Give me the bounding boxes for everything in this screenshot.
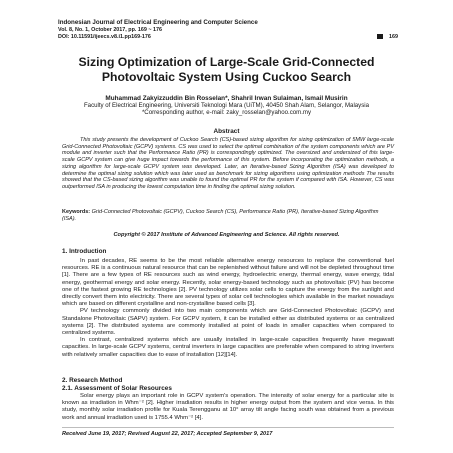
abstract-text bbox=[62, 137, 394, 191]
paragraph: PV technology commonly divided into two main components which are Grid-Connected Photovoltaic (GCPV) and Standalone Photovoltaic (SAPV) system. For GCPV system, it can be installed either as distributed systems or as centralized systems [2]. The distributed systems are commonly installed at point of loads in smaller capacities when compared to centralized systems. bbox=[62, 308, 394, 337]
abstract-body: This study presents the development of Cuckoo Search (CS)-based sizing algorithm for sizing optimization of 5MW large-scale Grid-Connected Photovoltaic (GCPV) systems. CS was used to select the optimal combination of the system components which are PV module and inverter such that the Performance Ratio (PR) is correspondingly optimized. The oversized and undersized of this large-scale GCPV system can give huge impact towards the performance of this system. Before incorporating the optimization methods, a sizing algorithm for large-scale GCPV system was developed. Later, an Iterative-based Sizing Algorithm (ISA) was developed to determine the optimal sizing solution which was later used as benchmark for sizing algorithms using optimization methods The results showed that the CS-based sizing algorithm was unable to found the optimal PR for the system if compared with ISA. However, CS was outperformed ISA in producing the lowest computation time in finding the optimal sizing solution. bbox=[62, 137, 394, 190]
section-heading-introduction: 1. Introduction bbox=[62, 248, 107, 255]
author-names: Muhammad Zakyizzuddin Bin Rosselan*, Shahril Irwan Sulaiman, Ismail Musirin bbox=[105, 95, 348, 102]
keywords bbox=[62, 209, 394, 222]
abstract-heading: Abstract bbox=[213, 128, 240, 135]
affiliation: Faculty of Electrical Engineering, Universiti Teknologi Mara (UiTM), 40450 Shah Alam, Selangor, Malaysia bbox=[83, 102, 370, 110]
introduction-body bbox=[62, 258, 394, 359]
section-heading-research-method: 2. Research Method bbox=[62, 377, 123, 384]
paragraph: In past decades, RE seems to be the most reliable alternative energy resources to replace the conventional fuel resources. RE is a continuous natural resource that can be replenished without failure and will not be depleted throughout time [1]. There are a few types of RE resources such as wind energy, hydroelectric energy, thermal energy, wave energy, tidal energy, geothermal energy and solar energy. Recently, solar energy-based technology such as photovoltaic (PV) has become one of the fastest growing RE technologies [2]. PV technology utilizes solar cells to capture the energy from the sunlight and directly convert them into electricity. There are several types of solar cell technologies which available in the market nowadays which are based on different crystalline and non-crystalline based cells [3]. bbox=[62, 258, 394, 308]
keywords-label: Keywords: bbox=[62, 209, 91, 215]
title-line-2: Photovoltaic System Using Cuckoo Search bbox=[101, 69, 352, 84]
journal-name: Indonesian Journal of Electrical Engineering and Computer Science bbox=[58, 19, 258, 26]
paragraph: Solar energy plays an important role in GCPV system's operation. The intensity of solar energy for a particular site is known as irradiation in Whm⁻² [2]. Higher irradiation results in higher energy output from the system and vice versa. In this study, monthly solar irradiation profile for Kuala Terengganu at 10° array tilt angle facing south was obtained from a previous work and annual irradiation used is 1755.4 Whm⁻² [4]. bbox=[62, 393, 394, 421]
page-number: 169 bbox=[389, 33, 398, 40]
page-marker-icon bbox=[377, 34, 383, 39]
paragraph: In contrast, centralized systems which are usually installed in large-scale capacities frequently have megawatt capacities. In large-scale GCPV systems, central inverters in large capacities are preferable when compared to string inverters with relatively smaller capacities due to ease of installation [12][14]. bbox=[62, 337, 394, 358]
paper-title bbox=[40, 55, 413, 84]
corresponding-author: *Corresponding author, e-mail: zaky_rosselan@yahoo.com.my bbox=[141, 109, 312, 117]
copyright-notice: Copyright © 2017 Institute of Advanced Engineering and Science. All rights reserved. bbox=[113, 232, 340, 238]
volume-line: Vol. 8, No. 1, October 2017, pp. 169 ~ 176 bbox=[58, 26, 163, 33]
doi: DOI: 10.11591/ijeecs.v8.i1.pp169-176 bbox=[58, 33, 151, 40]
footer-divider bbox=[62, 427, 394, 428]
subsection-heading-solar-resources: 2.1. Assessment of Solar Resources bbox=[62, 385, 172, 392]
author-block bbox=[30, 95, 423, 117]
received-dates: Received June 19, 2017; Revised August 22, 2017; Accepted September 9, 2017 bbox=[62, 431, 273, 437]
keywords-list: Grid-Connected Photovoltaic (GCPV), Cuckoo Search (CS), Performance Ratio (PR), Iterative-based Sizing Algorithm (ISA). bbox=[62, 209, 379, 222]
title-line-1: Sizing Optimization of Large-Scale Grid-Connected bbox=[78, 55, 375, 69]
research-method-body bbox=[62, 393, 394, 422]
journal-header bbox=[58, 20, 398, 40]
